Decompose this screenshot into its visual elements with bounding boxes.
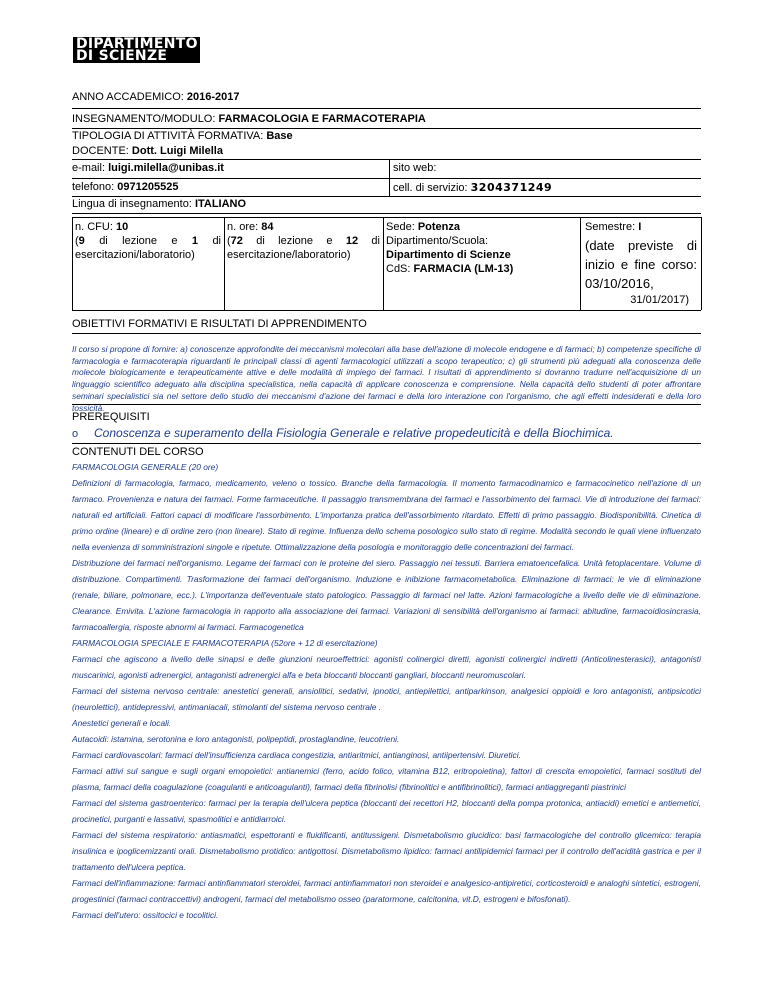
- divider: [72, 443, 701, 444]
- divider: [72, 128, 701, 129]
- divider: [701, 217, 702, 310]
- contenuti-text: [72, 459, 701, 923]
- contenuti-paragraph: Farmaci del sistema gastroenterico: farmaci per la terapia dell'ulcera peptica (bloccanti dei recettori H2, bloccanti della pompa protonica, antiacidi) emetici e antiemetici, procinetici, purganti e lassativi, spasmolitici e antidiarroici.: [72, 798, 701, 824]
- sede-cell: Sede: Potenza Dipartimento/Scuola: Dipartimento di Scienze CdS: FARMACIA (LM-13): [386, 221, 514, 275]
- tipologia: TIPOLOGIA DI ATTIVITÀ FORMATIVA: Base: [72, 130, 293, 142]
- divider: [383, 217, 384, 310]
- prerequisiti-title: PREREQUISITI: [72, 411, 150, 423]
- divider: [389, 159, 390, 196]
- contenuti-title: CONTENUTI DEL CORSO: [72, 446, 204, 458]
- logo-line-2: DI SCIENZE: [76, 48, 168, 64]
- docente: DOCENTE: Dott. Luigi Milella: [72, 145, 223, 157]
- contenuti-paragraph: Farmaci del sistema nervoso centrale: anestetici generali, ansiolitici, sedativi, ipnotici, antiepilettici, antiparkinson, analgesici oppioidi e loro antagonisti, antipsicotici (neurolettici), antidepressivi, antimaniacali, stimolanti del sistema nervoso centrale .: [72, 686, 701, 712]
- lingua: Lingua di insegnamento: ITALIANO: [72, 198, 247, 210]
- contenuti-paragraph: Farmaci dell'infiammazione: farmaci antinfiammatori steroidei, farmaci antinfiammatori non steroidei e analgesico-antipiretici, corticosteroidi e analoghi sintetici, estrogeni, progestinici (farmaci contraccettivi) androgeni, farmaci del metabolismo osseo (paratormone, calcitonina, vit.D, estrogeni e bifosfonati).: [72, 878, 701, 904]
- bullet-icon: o: [72, 428, 79, 440]
- contenuti-paragraph: Distribuzione dei farmaci nell'organismo. Legame dei farmaci con le proteine del siero. Passaggio nei tessuti. Barriera ematoencefalica. Unità fetoplacentare. Volume di distribuzione. Compartimenti. Trasformazione dei farmaci dell'organismo. Induzione e inibizione farmacometabolica. Eliminazione di farmaci: le vie di eliminazione (renale, biliare, polmonare, ecc.). L'importanza dell'eventuale stato patologico. Passaggio di farmaci nel latte. Azioni farmacologiche a livello delle vie di eliminazione. Clearance. Emivita. L'azione farmacologia in rapporto alla associazione dei farmaci. Variazioni di sensibilità dell'organismo ai farmaci: abitudine, farmacoidiosincrasia, farmacoallergia, risposte abnormi ai farmaci. Farmacogenetica: [72, 558, 701, 632]
- contenuti-paragraph: Autacoidi: istamina, serotonina e loro antagonisti, polipeptidi, prostaglandine, leucotrieni.: [72, 734, 400, 744]
- logo-line-1: DIPARTIMENTO: [76, 36, 198, 52]
- contenuti-paragraph: Farmaci dell'utero: ossitocici e tocolitici.: [72, 910, 219, 920]
- contenuti-paragraph: Farmaci che agiscono a livello delle sinapsi e delle giunzioni neuroeffettrici: agonisti colinergici diretti, agonisti colinergici indiretti (Anticolinesterasici), antagonisti muscarinici, agonisti adrenergici, antagonisti adrenergici alfa e beta bloccanti bloccanti gangliari, bloccanti neuromuscolari.: [72, 654, 701, 680]
- divider: [72, 196, 701, 197]
- contenuti-paragraph: Farmaci cardiovascolari: farmaci dell'insufficienza cardiaca congestizia, antiaritmici, antianginosi, antiipertensivi. Diuretici.: [72, 750, 521, 760]
- contenuti-paragraph: FARMACOLOGIA GENERALE (20 ore): [72, 462, 219, 472]
- insegnamento: INSEGNAMENTO/MODULO: FARMACOLOGIA E FARMACOTERAPIA: [72, 113, 426, 125]
- divider: [72, 213, 701, 214]
- contenuti-paragraph: Farmaci del sistema respiratorio: antiasmatici, espettoranti e fluidificanti, antitussigeni. Dismetabolismo glucidico: basi farmacologiche del controllo glicemico: terapia insulinica e ipoglicemizzanti orali. Dismetabolismo protidico: antigottosi. Dismetabolismo lipidico: farmaci antilipidemici farmaci per il controllo dell'acidità gastrica e per il trattamento dell'ulcera peptica.: [72, 830, 701, 872]
- contenuti-paragraph: FARMACOLOGIA SPECIALE E FARMACOTERAPIA (52ore + 12 di esercitazione): [72, 638, 378, 648]
- divider: [72, 217, 73, 310]
- divider: [72, 178, 701, 179]
- obiettivi-title: OBIETTIVI FORMATIVI E RISULTATI DI APPRENDIMENTO: [72, 318, 367, 330]
- contenuti-paragraph: Definizioni di farmacologia, farmaco, medicamento, veleno o tossico. Branche della farmacologia. Il momento farmacodinamico e farmacocinetico nell'azione di un farmaco. Provenienza e natura dei farmaci. Forme farmaceutiche. Il passaggio transmembrana dei farmaci e l'assorbimento dei farmaci. Vie di introduzione dei farmaci: naturali ed artificiali. Fattori capaci di modificare l'assorbimento. L'importanza pratica dell'assorbimento ritardato. Effetti di primo passaggio. Biodisponibilità. Cinetica di primo ordine (lineare) e di ordine zero (non lineare). Stato di regime. Influenza dello schema posologico sullo stato di regime. Modalità secondo le quali viene influenzato nella evenienza di somministrazioni singole e ripetute. Ottimalizzazione della posologia e monitoraggio delle concentrazioni dei farmaci.: [72, 478, 701, 552]
- divider: [72, 108, 701, 109]
- ore-cell: n. ore: 84 (72 di lezione e 12 di esercitazione/laboratorio): [227, 221, 380, 261]
- divider: [224, 217, 225, 310]
- divider: [72, 333, 701, 334]
- divider: [72, 159, 701, 160]
- telefono: telefono: 0971205525: [72, 181, 179, 193]
- obiettivi-text: Il corso si propone di fornire: a) conoscenze approfondite dei meccanismi molecolari alla base dell'azione di molecole endogene e di farmaci; b) competenze specifiche di farmacologia e farmacoterapia riguardanti le principali classi di agenti farmacologici utilizzati a scopo terapeutico; c) gli strumenti più adeguati alla conoscenza delle molecole biologicamente e terapeuticamente attive e delle modalità di impiego dei farmaci. I risultati di apprendimento si dovranno tradurre nell'acquisizione di un linguaggio scientifico adeguato alla disciplina specialistica, nella capacità di applicare conoscenza e comprensione. Nella capacità dello studenti di poter affrontare seminari specialistici sia nel settore dello studio dei meccanismi d'azione dei farmaci e della loro interazione con l'organismo, che agli effetti indesiderati e della loro tossicità.: [72, 344, 701, 413]
- email: e-mail: luigi.milella@unibas.it: [72, 162, 224, 174]
- divider: [72, 404, 701, 405]
- cfu-cell: n. CFU: 10 (9 di lezione e 1 di esercitazioni/laboratorio): [75, 221, 222, 261]
- contenuti-paragraph: Farmaci attivi sul sangue e sugli organi emopoietici: antianemici (ferro, acido folico, vitamina B12, eritropoietina), fattori di crescita emopoietici, farmaci sostituti del plasma, farmaci della coagulazione (coagulanti e anticoagulanti), farmaci della fibrinolisi (fibrinolitici e antifibrinolitici), farmaci antiaggreganti piastrinici: [72, 766, 701, 792]
- contenuti-paragraph: Anestetici generali e locali.: [72, 718, 172, 728]
- divider: [72, 217, 701, 218]
- semestre-cell: Semestre: I (date previste di inizio e fine corso: 03/10/2016, 31/01/2017): [585, 221, 697, 306]
- anno-accademico: ANNO ACCADEMICO: 2016-2017: [72, 91, 240, 103]
- prerequisiti-item: o Conoscenza e superamento della Fisiologia Generale e relative propedeuticità e della Biochimica.: [72, 426, 614, 440]
- cell-servizio: cell. di servizio: 3204371249: [393, 181, 553, 194]
- divider: [72, 310, 701, 311]
- department-logo: [73, 37, 200, 63]
- sito-web: sito web:: [393, 162, 437, 174]
- divider: [580, 217, 581, 310]
